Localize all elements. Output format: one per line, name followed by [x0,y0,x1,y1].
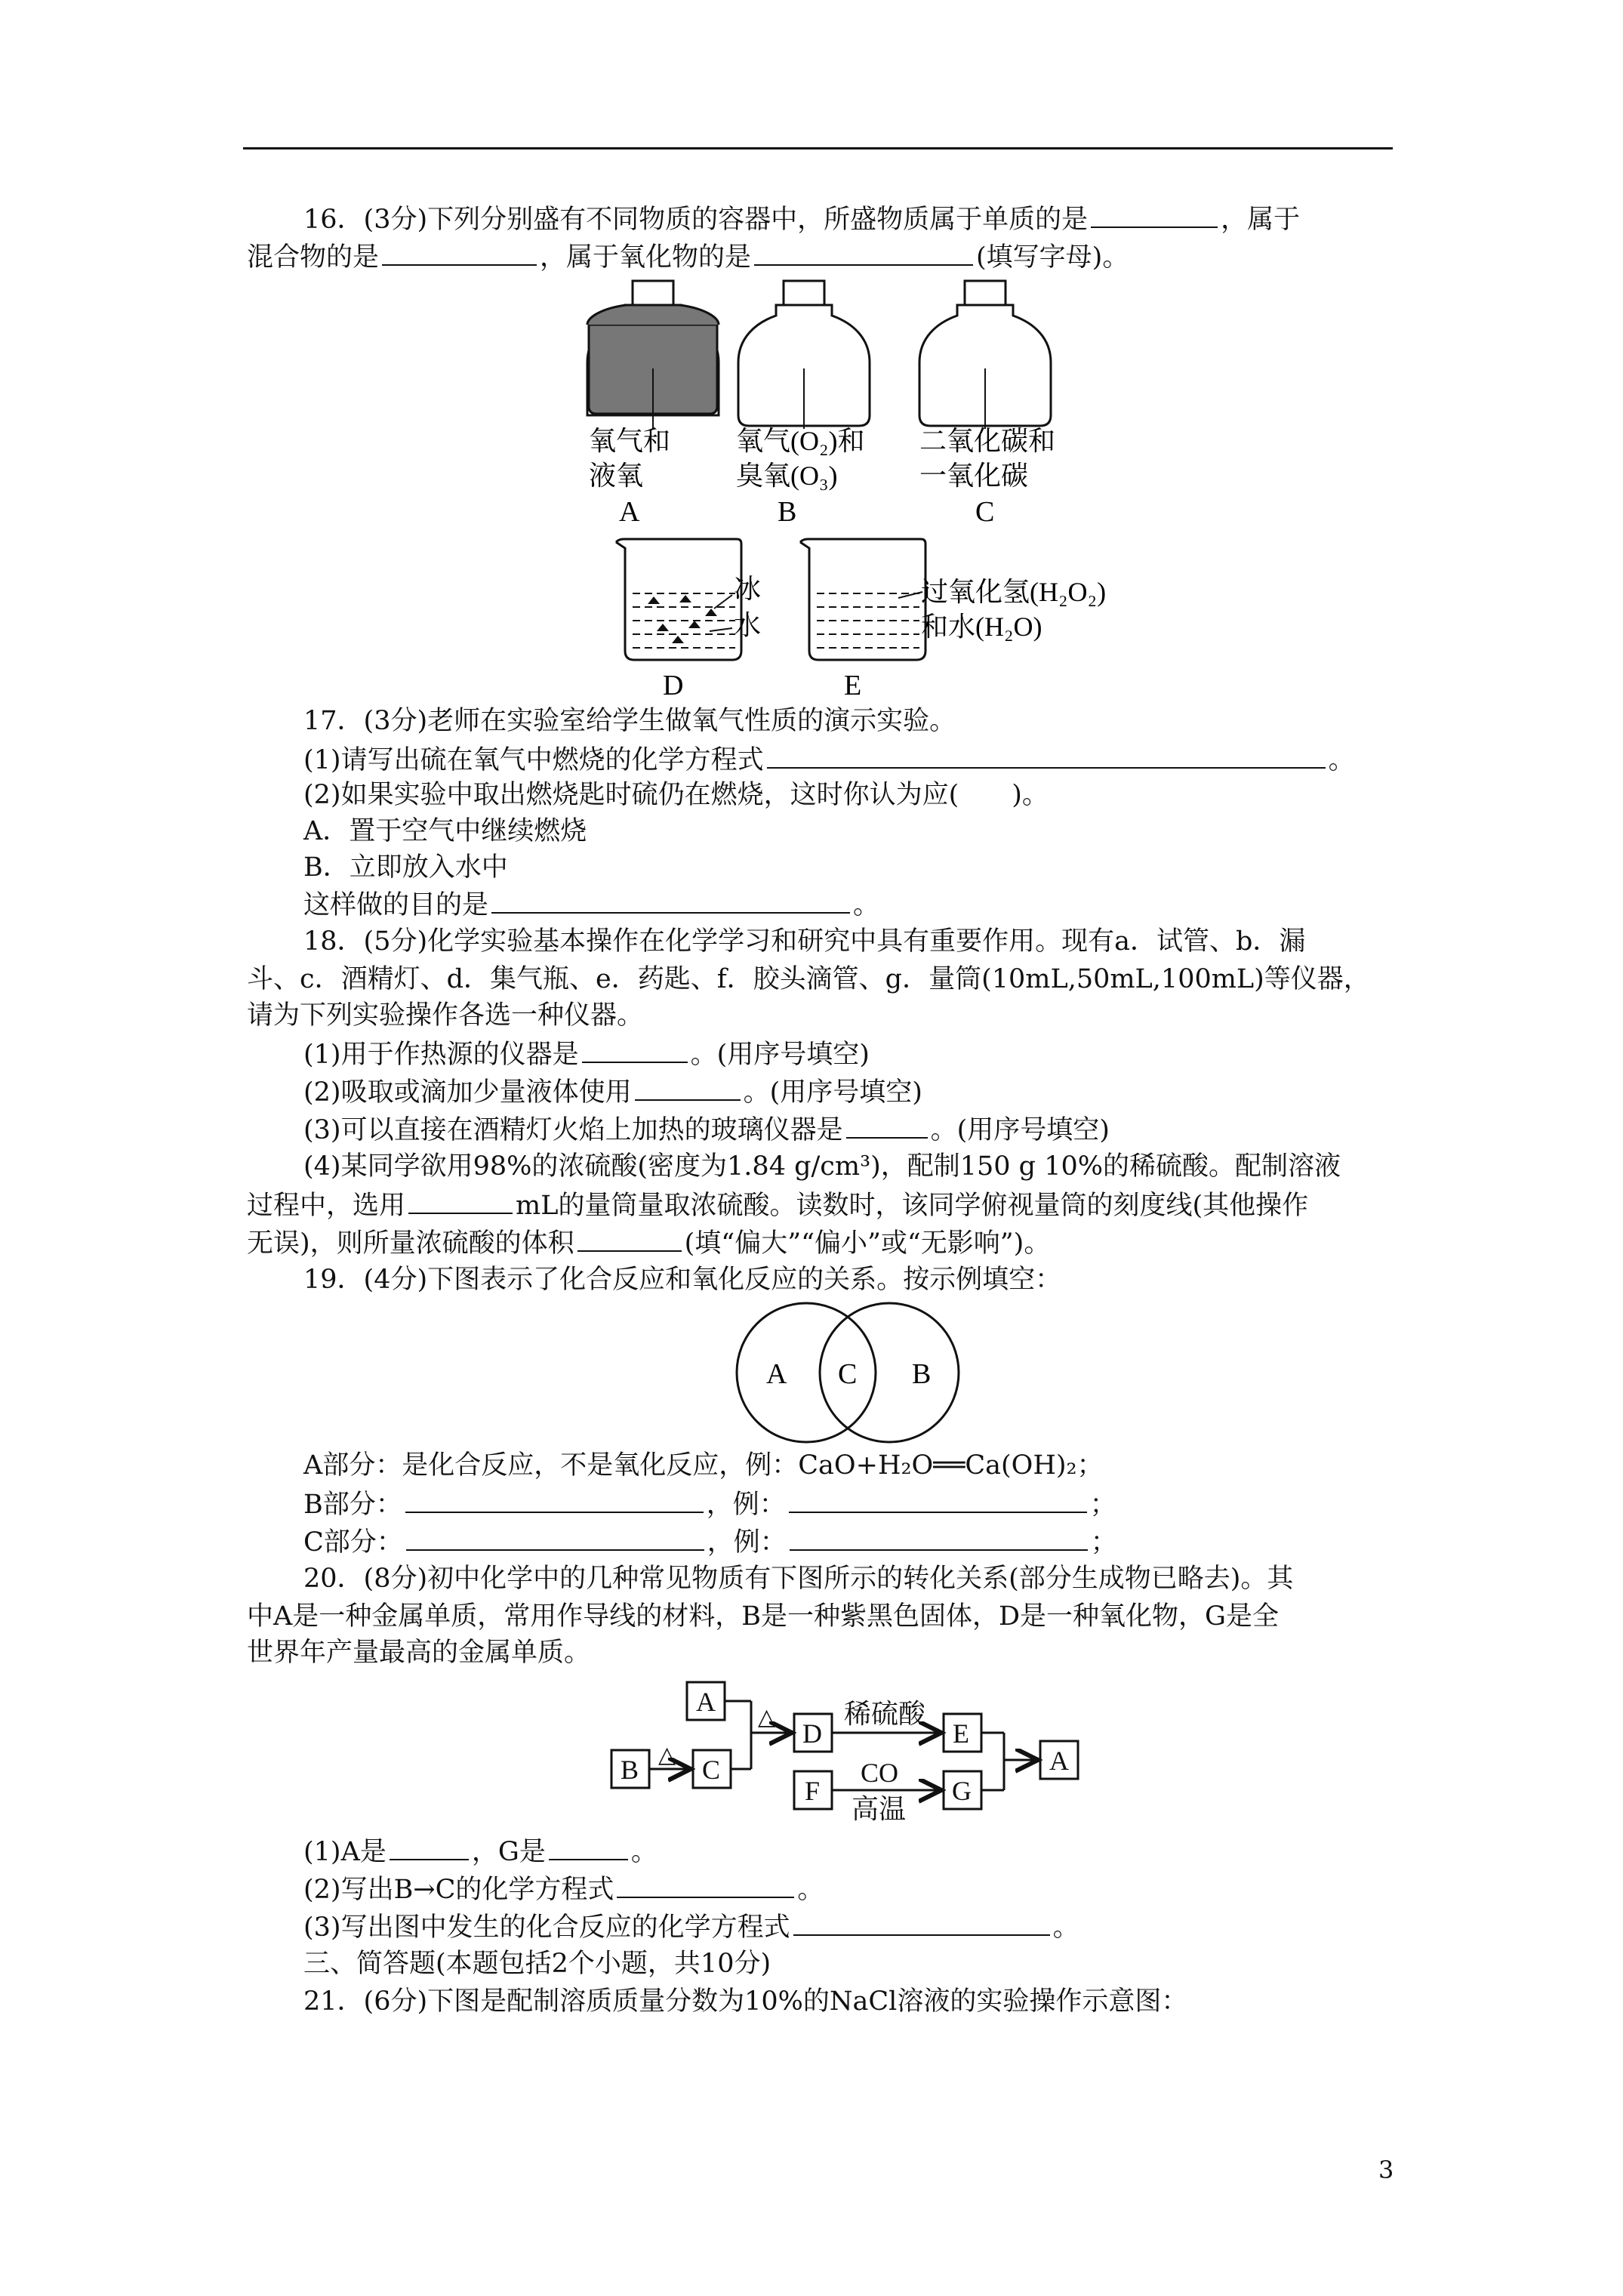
box-f-label: F [805,1776,821,1806]
bottle-a-label-1: 氧气和 [589,426,671,456]
q17-text: (1)请写出硫在氧气中燃烧的化学方程式 [303,745,764,775]
q19-part-a: A部分：是化合反应，不是氧化反应，例：CaO+H₂O══Ca(OH)₂； [303,1450,1104,1481]
q16-text: (填写字母)。 [976,242,1129,273]
q20-part3 [303,1909,1079,1945]
q19-text: ，例： [707,1527,787,1558]
beaker-e-label-2: 和水(H₂O) [921,612,1042,642]
box-a-top-label: A [696,1687,716,1717]
q19-text: ，例： [706,1490,786,1520]
box-d-label: D [802,1718,822,1749]
q18-text: 过程中，选用 [247,1191,406,1221]
q17-option-b: B．立即放入水中 [303,852,508,883]
beaker-d-label-2: 水 [734,610,762,640]
box-c-label: C [702,1755,721,1785]
q17-title: 17．(3分)老师在实验室给学生做氧气性质的演示实验。 [303,706,956,736]
q18-text: 无误)，则所量浓硫酸的体积 [247,1228,574,1259]
q17-text: 这样做的目的是 [303,890,489,920]
q20-text: 。 [797,1875,824,1905]
bottle-c-label-1: 二氧化碳和 [919,426,1056,456]
q17-text: 。 [853,890,880,920]
q18-text: 。(用序号填空) [743,1077,922,1108]
q20-text: (2)写出B→C的化学方程式 [303,1875,614,1905]
q18-line2: 斗、c．酒精灯、d．集气瓶、e．药匙、f．胶头滴管、g．量筒(10mL,50mL,100mL)等仪器， [247,964,1370,994]
beaker-d-letter: D [663,670,684,701]
q18-line3: 请为下列实验操作各选一种仪器。 [247,1000,644,1031]
q20-text: ，G是 [471,1837,546,1867]
box-a-out-label: A [1049,1746,1069,1776]
q16-text: 混合物的是 [247,242,380,273]
q20-line2: 中A是一种金属单质，常用作导线的材料，B是一种紫黑色固体，D是一种氧化物，G是全 [247,1601,1280,1632]
q18-text: mL的量筒量取浓硫酸。读数时，该同学俯视量筒的刻度线(其他操作 [516,1191,1309,1221]
beaker-e-label-1: 过氧化氢(H₂O₂) [921,577,1107,607]
high-temp-label: 高温 [852,1794,907,1824]
bottle-c-label-2: 一氧化碳 [919,461,1029,491]
box-b-label: B [621,1755,639,1785]
beaker-e-letter: E [844,670,862,701]
q18-text: (3)可以直接在酒精灯火焰上加热的玻璃仪器是 [303,1115,843,1145]
q20-line1: 20．(8分)初中化学中的几种常见物质有下图所示的转化关系(部分生成物已略去)。其 [303,1564,1294,1594]
q20-part2 [303,1871,824,1907]
q20-text: 。 [630,1837,658,1867]
q19-text: ； [1090,1527,1117,1558]
bottle-a-letter: A [619,496,640,528]
q16-text: ，属于氧化物的是 [540,242,752,273]
box-g-label: G [952,1776,972,1806]
q16-text: ，属于 [1221,205,1301,235]
bottle-c-letter: C [975,496,995,528]
q18-text: (1)用于作热源的仪器是 [303,1040,579,1070]
q18-part4-line1: (4)某同学欲用98%的浓硫酸(密度为1.84 g/cm³)，配制150 g 10%的稀硫酸。配制溶液 [303,1151,1341,1182]
page-number: 3 [1378,2156,1394,2184]
venn-label-c: C [838,1358,858,1390]
q20-line3: 世界年产量最高的金属单质。 [247,1638,591,1668]
heat-symbol-1: △ [658,1743,676,1767]
box-e-label: E [953,1718,969,1749]
q18-line1: 18．(5分)化学实验基本操作在化学学习和研究中具有重要作用。现有a．试管、b．漏 [303,926,1306,957]
q18-text: 。(用序号填空) [690,1040,870,1070]
q17-option-a: A．置于空气中继续燃烧 [303,816,587,846]
bottle-b-label-1: 氧气(O₂)和 [736,426,865,456]
q20-text: (3)写出图中发生的化合反应的化学方程式 [303,1912,790,1943]
q17-part2: (2)如果实验中取出燃烧匙时硫仍在燃烧，这时你认为应( )。 [303,780,1049,810]
section-3-title: 三、简答题(本题包括2个小题，共10分) [303,1949,771,1979]
bottle-b-letter: B [778,496,797,528]
q17-text: 。 [1328,745,1355,775]
q20-blank-a[interactable] [390,1833,469,1860]
bottle-a-label-2: 液氧 [589,461,644,491]
venn-label-b: B [912,1358,932,1390]
co-label: CO [861,1758,899,1788]
heat-symbol-2: △ [758,1705,776,1730]
q20-blank-g[interactable] [549,1833,628,1860]
q20-text: (1)A是 [303,1837,387,1867]
bottle-b-label-2: 臭氧(O₃) [736,461,838,491]
q18-text: (填“偏大”“偏小”或“无影响”)。 [684,1228,1051,1259]
q20-text: 。 [1052,1912,1079,1943]
q21-title: 21．(6分)下图是配制溶质质量分数为10%的NaCl溶液的实验操作示意图： [303,1986,1188,2017]
q18-text: (2)吸取或滴加少量液体使用 [303,1077,632,1108]
beaker-d-label-1: 冰 [734,574,762,604]
q19-text: C部分： [303,1527,403,1558]
q20-blank-b-c[interactable] [617,1871,794,1898]
acid-label: 稀硫酸 [844,1699,926,1729]
q16-text: 16．(3分)下列分别盛有不同物质的容器中，所盛物质属于单质的是 [303,205,1089,235]
q20-blank-combination[interactable] [793,1909,1050,1936]
q19-title: 19．(4分)下图表示了化合反应和氧化反应的关系。按示例填空： [303,1265,1062,1295]
q19-text: B部分： [303,1490,402,1520]
venn-label-a: A [766,1358,787,1390]
q20-part1 [303,1833,658,1869]
q18-text: 。(用序号填空) [930,1115,1110,1145]
q19-text: ； [1089,1490,1116,1520]
